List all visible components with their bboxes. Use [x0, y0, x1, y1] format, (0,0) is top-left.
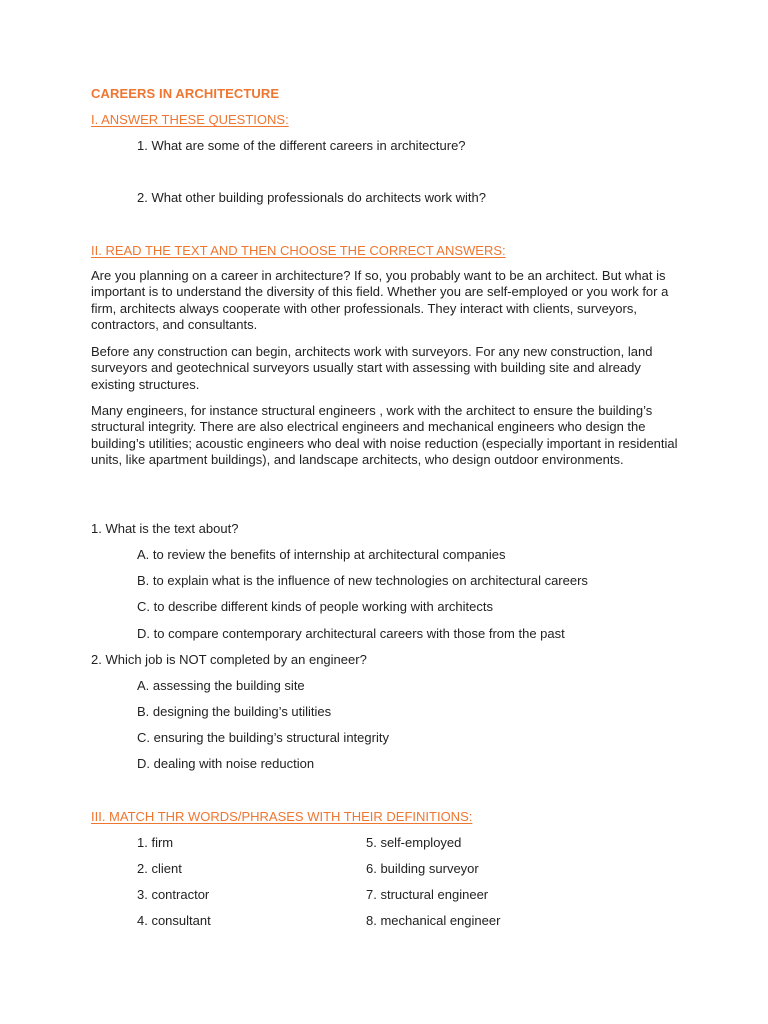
mc-question-2-option-b: B. designing the building’s utilities: [137, 704, 332, 719]
match-word-3: 3. contractor: [137, 887, 210, 902]
reading-paragraph-3: Many engineers, for instance structural engineers , work with the architect to ensure the building’s structural integrity. There are also electrical engineers and mechanical engineers who design the building’s utilities; acoustic engineers who deal with noise reduction (especially important in residential units, like apartment buildings), and landscape architects, who design outdoor environments.: [91, 403, 678, 467]
section-1-question-2: 2. What other building professionals do architects work with?: [137, 190, 487, 205]
mc-question-1: 1. What is the text about?: [91, 521, 239, 536]
match-word-8: 8. mechanical engineer: [366, 913, 501, 928]
section-1-question-1: 1. What are some of the different careers in architecture?: [137, 138, 466, 153]
match-word-5: 5. self-employed: [366, 835, 462, 850]
mc-question-2-option-d: D. dealing with noise reduction: [137, 756, 315, 771]
mc-question-1-option-c: C. to describe different kinds of people working with architects: [137, 599, 493, 614]
match-word-4: 4. consultant: [137, 913, 211, 928]
mc-question-2-option-a: A. assessing the building site: [137, 678, 305, 693]
mc-question-1-option-d: D. to compare contemporary architectural careers with those from the past: [137, 626, 565, 641]
section-2-heading: II. READ THE TEXT AND THEN CHOOSE THE CORRECT ANSWERS:: [91, 243, 506, 258]
mc-question-2-option-c: C. ensuring the building’s structural integrity: [137, 730, 389, 745]
section-1-heading: I. ANSWER THESE QUESTIONS:: [91, 112, 289, 127]
match-word-6: 6. building surveyor: [366, 861, 479, 876]
reading-paragraph-2: Before any construction can begin, architects work with surveyors. For any new construction, land surveyors and geotechnical surveyors usually start with assessing with building site and already existing structures.: [91, 344, 653, 392]
document-title: CAREERS IN ARCHITECTURE: [91, 86, 280, 101]
section-3-heading: III. MATCH THR WORDS/PHRASES WITH THEIR DEFINITIONS:: [91, 809, 473, 824]
match-word-7: 7. structural engineer: [366, 887, 489, 902]
mc-question-1-option-a: A. to review the benefits of internship at architectural companies: [137, 547, 506, 562]
match-word-2: 2. client: [137, 861, 182, 876]
reading-paragraph-1: Are you planning on a career in architecture? If so, you probably want to be an architect. But what is important is to understand the diversity of this field. Whether you are self-employed or you work for a firm, architects always cooperate with other professionals. They interact with clients, surveyors, contractors, and consultants.: [91, 268, 669, 332]
match-word-1: 1. firm: [137, 835, 174, 850]
mc-question-2: 2. Which job is NOT completed by an engineer?: [91, 652, 367, 667]
mc-question-1-option-b: B. to explain what is the influence of new technologies on architectural careers: [137, 573, 588, 588]
